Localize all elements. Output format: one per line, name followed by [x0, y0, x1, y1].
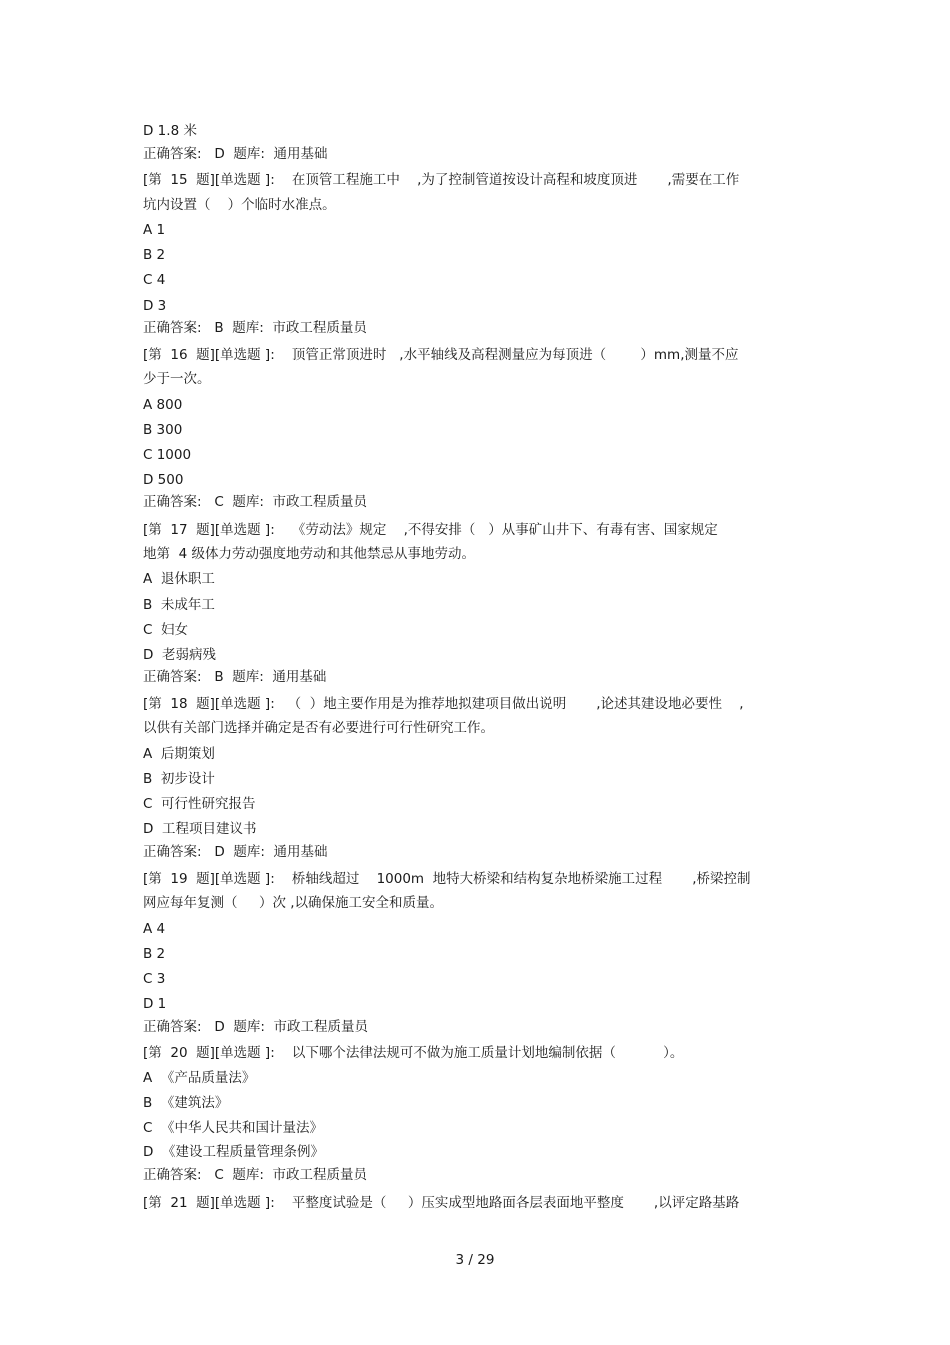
option-line: A 后期策划: [143, 746, 215, 762]
question-21: [第 21 题][单选题 ]: 平整度试验是（ ）压实成型地路面各层表面地平整度 ,以评定路基路: [143, 1195, 740, 1211]
option-line: B 300: [143, 422, 183, 438]
option-line: D 工程项目建议书: [143, 821, 257, 837]
page-number: 3 / 29: [455, 1252, 495, 1268]
question-20: [第 20 题][单选题 ]: 以下哪个法律法规可不做为施工质量计划地编制依据（ ）。: [143, 1045, 684, 1061]
question-19: [第 19 题][单选题 ]: 桥轴线超过 1000m 地特大桥梁和结构复杂地桥梁施工过程 ,桥梁控制: [143, 871, 751, 887]
answer-line: 正确答案: D 题库: 通用基础: [143, 844, 328, 860]
option-line: A 4: [143, 921, 166, 937]
question-15-cont: 坑内设置（ ）个临时水准点。: [143, 197, 336, 213]
option-line: B 初步设计: [143, 771, 215, 787]
question-19-cont: 网应每年复测（ ）次 ,以确保施工安全和质量。: [143, 895, 444, 911]
option-line: C 妇女: [143, 622, 189, 638]
option-line: C 可行性研究报告: [143, 796, 256, 812]
option-line: D 500: [143, 472, 184, 488]
answer-line: 正确答案: B 题库: 市政工程质量员: [143, 320, 367, 336]
option-line: C 3: [143, 971, 166, 987]
question-18-cont: 以供有关部门选择并确定是否有必要进行可行性研究工作。: [143, 720, 494, 736]
option-line: D 3: [143, 298, 167, 314]
option-line: D 《建设工程质量管理条例》: [143, 1144, 324, 1160]
option-line: A 《产品质量法》: [143, 1070, 256, 1086]
question-17-cont: 地第 4 级体力劳动强度地劳动和其他禁忌从事地劳动。: [143, 546, 475, 562]
option-line: A 退休职工: [143, 571, 215, 587]
option-line: B 《建筑法》: [143, 1095, 229, 1111]
option-line: D 1.8 米: [143, 123, 197, 139]
answer-line: 正确答案: D 题库: 市政工程质量员: [143, 1019, 369, 1035]
question-16: [第 16 题][单选题 ]: 顶管正常顶进时 ,水平轴线及高程测量应为每顶进（ ）mm,测量不应: [143, 347, 739, 363]
option-line: D 老弱病残: [143, 647, 216, 663]
answer-line: 正确答案: C 题库: 市政工程质量员: [143, 494, 368, 510]
question-15: [第 15 题][单选题 ]: 在顶管工程施工中 ,为了控制管道按设计高程和坡度顶进 ,需要在工作: [143, 172, 740, 188]
option-line: C 《中华人民共和国计量法》: [143, 1120, 324, 1136]
answer-line: 正确答案: B 题库: 通用基础: [143, 669, 327, 685]
answer-line: 正确答案: C 题库: 市政工程质量员: [143, 1167, 368, 1183]
option-line: B 2: [143, 946, 166, 962]
question-16-cont: 少于一次。: [143, 371, 211, 387]
option-line: B 未成年工: [143, 597, 215, 613]
question-17: [第 17 题][单选题 ]: 《劳动法》规定 ,不得安排（ ）从事矿山井下、有毒有害、国家规定: [143, 522, 718, 538]
answer-line: 正确答案: D 题库: 通用基础: [143, 146, 328, 162]
option-line: C 4: [143, 272, 166, 288]
question-18: [第 18 题][单选题 ]: （ ）地主要作用是为推荐地拟建项目做出说明 ,论述其建设地必要性 ,: [143, 696, 744, 712]
option-line: B 2: [143, 247, 166, 263]
option-line: D 1: [143, 996, 167, 1012]
option-line: A 800: [143, 397, 183, 413]
option-line: A 1: [143, 222, 166, 238]
option-line: C 1000: [143, 447, 192, 463]
